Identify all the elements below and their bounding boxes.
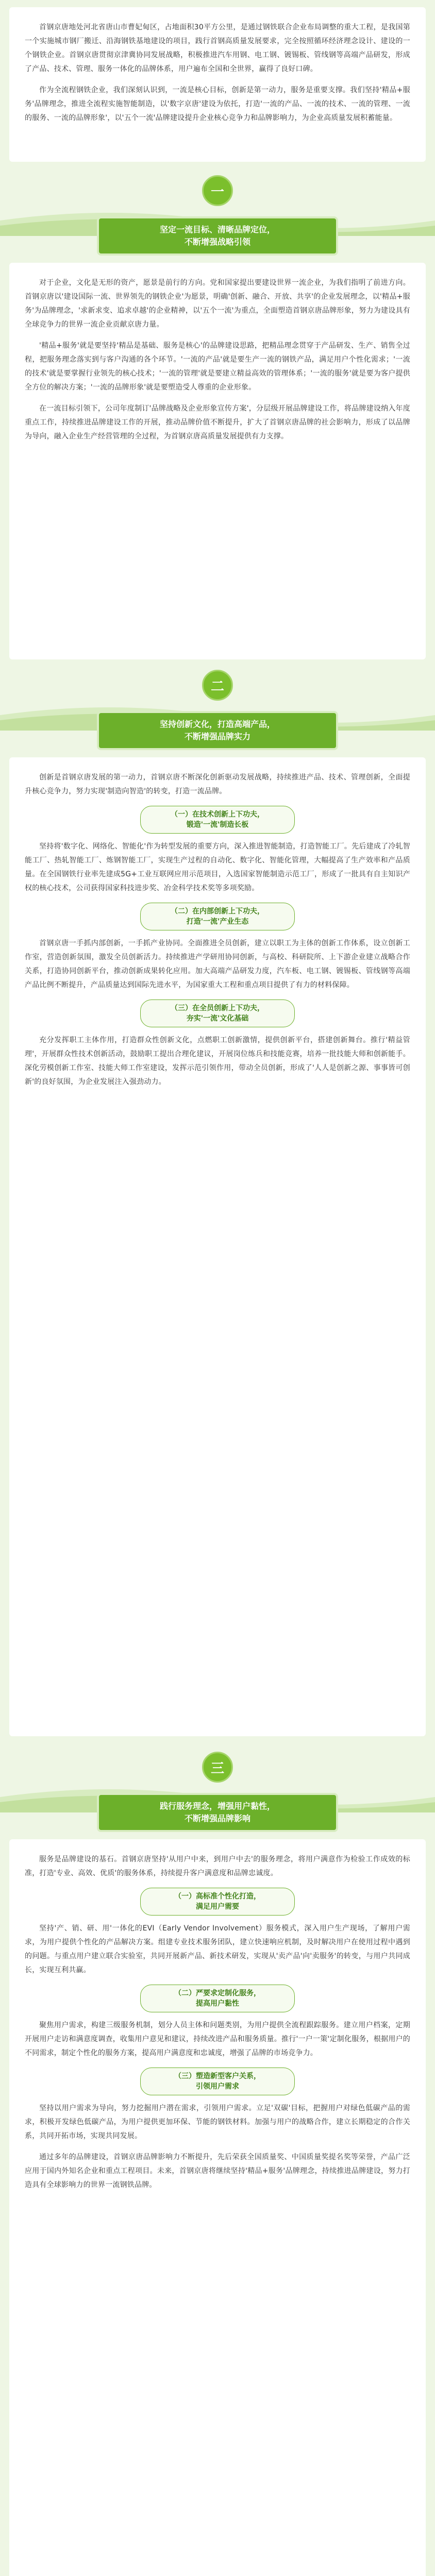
subheading-line-1: （三）塑造新型客户关系， <box>174 2072 261 2080</box>
section-2-card <box>9 757 426 1736</box>
section-2-paragraph-2: 首钢京唐一手抓内部创新，一手抓产业协同。全面推进全员创新，建立以职工为主体的创新工作体系，设立创新工作室，营造创新氛围，激发全员创新活力。持续推进产学研用协同创新，与高校、科研院所、上下游企业建立战略合作关系，打造协同创新平台，推动创新成果转化应用。加大高端产品研发力度，汽车板、电工钢、镀锡板、管线钢等高端产品比例不断提升，产品质量达到国际先进水平，为国家重大工程和重点项目提供了有力的材料保障。 <box>25 939 410 989</box>
section-1-title-line-2: 不断增强战略引领 <box>184 237 250 247</box>
subheading-line-2: 锻造'一流'制造长板 <box>186 821 249 829</box>
section-1-paragraph-3: 在一流目标引领下，公司年度制订'品牌战略及企业形象宣传方案'，分层级开展品牌建设工作，将品牌建设纳入年度重点工作，持续推进品牌建设工作的开展，推动品牌价值不断提升，扩大了首钢京唐品牌的社会影响力，形成了以品牌为导向，融入企业生产经营管理的全过程，为首钢京唐高质量发展提供有力支撑。 <box>25 404 410 440</box>
intro-paragraph-2: 作为全流程钢铁企业，我们深刻认识到，一流是核心目标，创新是第一动力，服务是重要支撑。我们坚持'精品+服务'品牌理念，推进全流程实施智能制造，以'数字京唐'建设为依托，打造'一流的产品、一流的技术、一流的管理、一流的服务、一流的品牌形象'，以'五个一流'品牌建设提升企业核心竞争力和品牌影响力，为企业高质量发展积蓄能量。 <box>25 86 410 122</box>
section-3-paragraph-1: 坚持'产、销、研、用'一体化的EVI（Early Vendor Involvement）服务模式，深入用户生产现场，了解用户需求，为用户提供个性化的产品解决方案。组建专业技术服务团队，建立快速响应机制，及时解决用户在使用过程中遇到的问题。与重点用户建立联合实验室，共同开展新产品、新技术研发，实现从'卖产品'向'卖服务'的转变，与用户共同成长，实现互利共赢。 <box>25 1924 410 1974</box>
subheading-line-1: （二）严要求定制化服务， <box>174 1989 261 1997</box>
section-3-subheading-3 <box>140 2067 295 2095</box>
section-3-banner <box>99 1795 336 1830</box>
section-2-paragraph-1: 坚持将'数字化、网络化、智能化'作为转型发展的重要方向，深入推进智能制造，打造智能工厂。先后建成了冷轧智能工厂、热轧智能工厂、炼钢智能工厂，实现生产过程的自动化、数字化、智能化管理，大幅提高了生产效率和产品质量。在全国钢铁行业率先建成5G+工业互联网应用示范项目，入选国家智能制造示范工厂，形成了一批具有自主知识产权的核心技术，公司获得国家科技进步奖、冶金科学技术奖等多项奖励。 <box>25 842 410 892</box>
section-number-badge: 二 <box>202 670 233 701</box>
section-2-subheading-3 <box>140 999 295 1027</box>
section-1-title-line-1: 坚定一流目标、清晰品牌定位， <box>159 225 275 234</box>
section-3-paragraph-2: 聚焦用户需求，构建三级服务机制，划分人员主体和问题类别，为用户提供全流程跟踪服务。建立用户档案，定期开展用户走访和满意度调查，收集用户意见和建议，持续改进产品和服务质量。推行'一户一策'定制化服务，根据用户的不同需求，制定个性化的服务方案，提高用户满意度和忠诚度，增强了品牌的市场竞争力。 <box>25 2021 410 2057</box>
section-3-card <box>9 1839 426 2576</box>
section-1-paragraph-1: 对于企业，文化是无形的资产，愿景是前行的方向。党和国家提出要建设世界一流企业，为我们指明了前进方向。首钢京唐以'建设国际一流、世界领先的钢铁企业'为愿景，明确'创新、融合、开放、共享'的企业发展理念，以'精品+服务'为品牌理念，'求新求变、追求卓越'的企业精神，以'五个一流'为重点，全面塑造首钢京唐品牌形象，努力为建设具有全球竞争力的世界一流企业贡献京唐力量。 <box>25 279 410 329</box>
section-3-paragraph-3: 坚持以用户需求为导向，努力挖掘用户潜在需求，引领用户需求。立足'双碳'目标，把握用户对绿色低碳产品的需求，积极开发绿色低碳产品，为用户提供更加环保、节能的钢铁材料。加强与用户的战略合作，建立长期稳定的合作关系，共同开拓市场，实现共同发展。 <box>25 2104 410 2140</box>
section-number-badge: 一 <box>202 175 233 206</box>
subheading-line-2: 引领用户需求 <box>196 2082 239 2091</box>
intro-card <box>9 7 426 162</box>
section-1-card <box>9 263 426 659</box>
section-3-lead: 服务是品牌建设的基石。首钢京唐坚持'从用户中来，到用户中去'的服务理念，将用户满意作为检验工作成效的标准，打造'专业、高效、优质'的服务体系，持续提升客户满意度和品牌忠诚度。 <box>25 1855 410 1877</box>
subheading-line-2: 夯实'一流'文化基础 <box>186 1014 249 1023</box>
subheading-line-2: 打造'一流'产业生态 <box>186 918 249 926</box>
subheading-line-1: （一）高标准个性化打造， <box>174 1892 261 1901</box>
section-3-subheading-1 <box>140 1888 295 1916</box>
section-1-banner <box>99 218 336 253</box>
subheading-line-1: （三）在全员创新上下功夫， <box>171 1004 264 1012</box>
subheading-line-1: （二）在内部创新上下功夫， <box>171 907 264 916</box>
section-3-paragraph-4: 通过多年的品牌建设，首钢京唐品牌影响力不断提升，先后荣获全国质量奖、中国质量奖提名奖等荣誉，产品广泛应用于国内外知名企业和重点工程项目。未来，首钢京唐将继续坚持'精品+服务'品牌理念，持续推进品牌建设，努力打造具有全球影响力的世界一流钢铁品牌。 <box>25 2153 410 2189</box>
section-2-title-line-1: 坚持创新文化，打造高端产品， <box>159 719 275 729</box>
section-1-paragraph-2: '精品+服务'就是要坚持'精品是基础、服务是核心'的品牌建设思路，把精品理念贯穿于产品研发、生产、销售全过程，把服务理念落实到与客户沟通的各个环节。'一流的产品'就是要生产一流的钢铁产品，满足用户个性化需求；'一流的技术'就是要掌握行业领先的核心技术；'一流的管理'就是要建立精益高效的管理体系；'一流的服务'就是要为客户提供全方位的解决方案；'一流的品牌形象'就是要塑造受人尊重的企业形象。 <box>25 342 410 392</box>
subheading-line-1: （一）在技术创新上下功夫， <box>171 810 264 819</box>
section-2-title-line-2: 不断增强品牌实力 <box>184 732 250 741</box>
subheading-line-2: 满足用户需要 <box>196 1903 239 1911</box>
section-number-badge: 三 <box>202 1752 233 1783</box>
section-3-subheading-2 <box>140 1985 295 2012</box>
section-3-title-line-2: 不断增强品牌影响 <box>184 1814 250 1823</box>
section-2-paragraph-3: 充分发挥职工主体作用，打造群众性创新文化，点燃职工创新激情，提供创新平台，搭建创新舞台。推行'精益管理'，开展群众性技术创新活动，鼓励职工提出合理化建议，开展岗位练兵和技能竞赛，培养一批技能大师和创新能手。深化劳模创新工作室、技能大师工作室建设，发挥示范引领作用，带动全员创新，形成了'人人是创新之源、事事皆可创新'的良好氛围，为企业发展注入强劲动力。 <box>25 1036 410 1086</box>
section-2-banner <box>99 713 336 748</box>
intro-paragraph-1: 首钢京唐地处河北省唐山市曹妃甸区，占地面积30平方公里，是通过钢铁联合企业布局调整的重大工程，是我国第一个实施城市钢厂搬迁、沿海钢铁基地建设的项目，践行首钢高质量发展要求，完全按照循环经济理念设计、建设的一个钢铁企业。首钢京唐贯彻京津冀协同发展战略，积极推进汽车用钢、电工钢、镀锡板、管线钢等高端产品研发，形成了产品、技术、管理、服务一体化的品牌体系，用户遍布全国和全世界，赢得了良好口碑。 <box>25 23 410 73</box>
section-2-lead: 创新是首钢京唐发展的第一动力，首钢京唐不断深化创新驱动发展战略，持续推进产品、技术、管理创新，全面提升核心竞争力，努力实现'制造向智造'的转变，打造一流品牌。 <box>25 773 410 795</box>
section-2-subheading-2 <box>140 903 295 930</box>
section-3-title-line-1: 践行服务理念，增强用户黏性， <box>159 1801 275 1811</box>
section-2-subheading-1 <box>140 806 295 834</box>
subheading-line-2: 提高用户黏性 <box>196 1999 239 2008</box>
